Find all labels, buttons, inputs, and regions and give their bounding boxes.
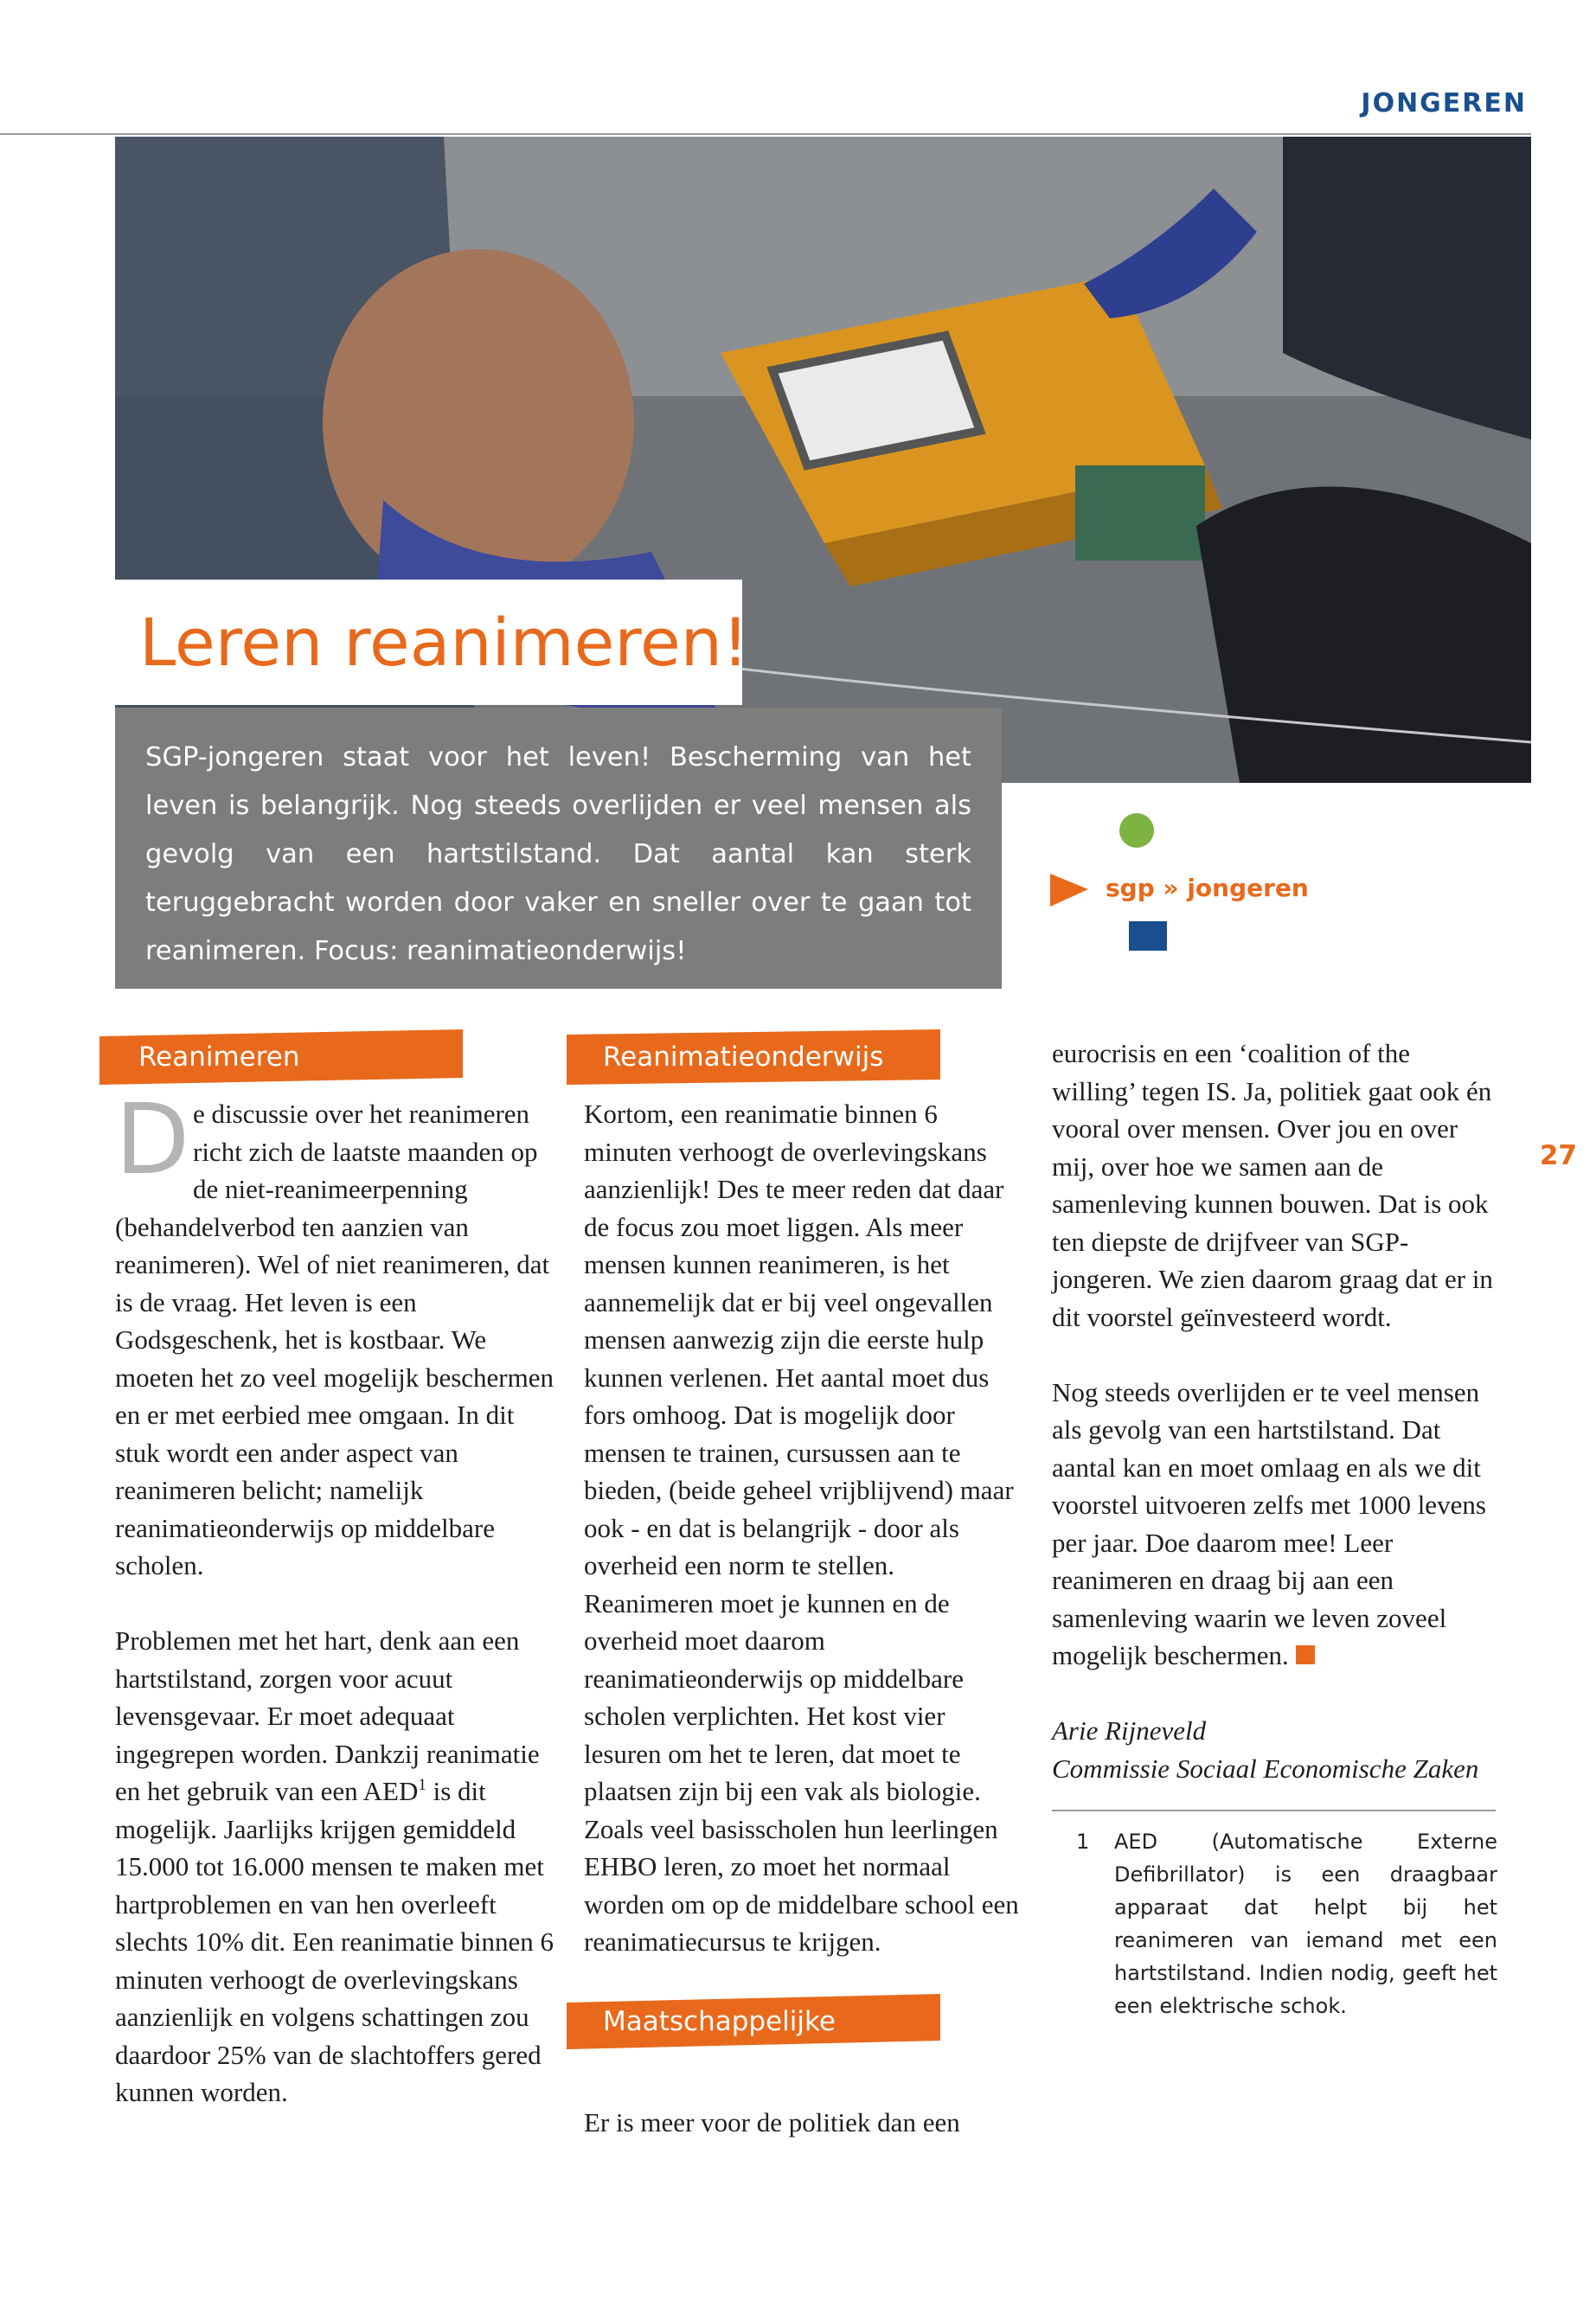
logo-arrow-icon bbox=[1050, 874, 1088, 907]
footnote-text: AED (Automatische Externe Defibrillator) is een draagbaar apparaat dat helpt bij het reanimeren van iemand met een hartstilstand. Indien nodig, geeft het een elektrische schok. bbox=[1114, 1830, 1497, 2018]
col2-paragraph-2: Reanimeren moet je kunnen en de overheid moet daarom reanimatieonderwijs op middelbare scholen verplichten. Het kost vier lesuren om het te leren, dat moet te plaatsen zijn bij een vak als biologie. Zoals veel basisscholen hun leerlingen EHBO leren, zo moet het normaal worden om op de middelbare school een reanimatiecursus te krijgen. bbox=[584, 1587, 1019, 1957]
logo-green-dot-icon bbox=[1119, 813, 1154, 848]
title-box bbox=[115, 580, 749, 705]
article-title: Leren reanimeren! bbox=[139, 604, 749, 681]
footnote-rule bbox=[1052, 1810, 1496, 1811]
author-role: Commissie Sociaal Economische Zaken bbox=[1052, 1753, 1479, 1784]
col2-paragraph-3: Er is meer voor de politiek dan een bbox=[584, 2106, 960, 2138]
sgp-jongeren-logo bbox=[1047, 813, 1309, 960]
drop-cap: D bbox=[115, 1084, 190, 1196]
page-number: 27 bbox=[1539, 1140, 1577, 1171]
column-3 bbox=[1052, 1035, 1497, 2022]
logo-text: sgp » jongeren bbox=[1106, 874, 1309, 902]
heading-reanimeren: Reanimeren bbox=[99, 1029, 463, 1085]
col3-paragraph-2: Nog steeds overlijden er te veel mensen als gevolg van een hartstilstand. Dat aantal kan en moet omlaag en als we dit voorstel uitvoeren zelfs met 1000 levens per jaar. Doe daarom mee! Leer reanimeren en draag bij aan een samenleving waarin we leven zoveel mogelijk beschermen. bbox=[1052, 1376, 1486, 1670]
col1-paragraph-1: De discussie over het reanimeren richt zich de laatste maanden op de niet-reanimeerpenning (behandelverbod ten aanzien van reanimeren). Wel of niet reanimeren, dat is de vraag. Het leven is een Godsgeschenk, het is kostbaar. We moeten het zo veel mogelijk beschermen en er met eerbied mee omgaan. In dit stuk wordt een ander aspect van reanimeren belicht; namelijk reanimatieonderwijs op middelbare scholen. bbox=[115, 1084, 554, 1580]
footnote bbox=[1052, 1825, 1497, 2022]
column-1 bbox=[115, 1029, 556, 2112]
heading-maatschappelijke-waarde: Maatschappelijke waarde bbox=[567, 1994, 940, 2049]
footnote-ref: 1 bbox=[418, 1776, 426, 1794]
author-name: Arie Rijneveld bbox=[1052, 1715, 1207, 1746]
section-label: JONGEREN bbox=[1361, 88, 1527, 119]
header-rule bbox=[0, 133, 1531, 135]
col1-paragraph-2: Problemen met het hart, denk aan een hartstilstand, zorgen voor acuut levensgevaar. Er moet adequaat ingegrepen worden. Dankzij reanimatie en het gebruik van een AED$^1$ is dit mogelijk. Jaarlijks krijgen gemiddeld 15.000 tot 16.000 mensen te maken met hartproblemen en van hen overleeft slechts 10% dit. Een reanimatie binnen 6 minuten verhoogt de overlevingskans aanzienlijk en volgens schattingen zou daardoor 25% van de slachtoffers gered kunnen worden. bbox=[115, 1625, 554, 2107]
col3-paragraph-1: eurocrisis en een ‘coalition of the willing’ tegen IS. Ja, politiek gaat ook én vooral over mensen. Over jou en over mij, over hoe we samen aan de samenleving kunnen bouwen. Dat is ook ten diepste de drijfveer van SGP-jongeren. We zien daarom graag dat er in dit voorstel geïnvesteerd wordt. bbox=[1052, 1038, 1493, 1332]
logo-blue-square-icon bbox=[1129, 921, 1167, 951]
lead-paragraph: SGP-jongeren staat voor het leven! Bescherming van het leven is belangrijk. Nog steeds overlijden er veel mensen als gevolg van een hartstilstand. Dat aantal kan sterk teruggebracht worden door vaker en sneller over te gaan tot reanimeren. Focus: reanimatieonderwijs! bbox=[115, 708, 1002, 989]
footnote-number: 1 bbox=[1076, 1830, 1090, 1854]
end-mark-icon bbox=[1296, 1645, 1315, 1664]
heading-reanimatieonderwijs: Reanimatieonderwijs bbox=[567, 1029, 940, 1085]
column-2 bbox=[584, 1029, 1025, 2141]
col2-paragraph-1: Kortom, een reanimatie binnen 6 minuten verhoogt de overlevingskans aanzienlijk! Des te meer reden dat daar de focus zou moet liggen. Als meer mensen kunnen reanimeren, is het aannemelijk dat er bij veel ongevallen mensen aanwezig zijn die eerste hulp kunnen verlenen. Het aantal moet dus fors omhoog. Dat is mogelijk door mensen te trainen, cursussen aan te bieden, (beide geheel vrijblijvend) maar ook - en dat is belangrijk - door als overheid een norm te stellen. bbox=[584, 1099, 1014, 1580]
